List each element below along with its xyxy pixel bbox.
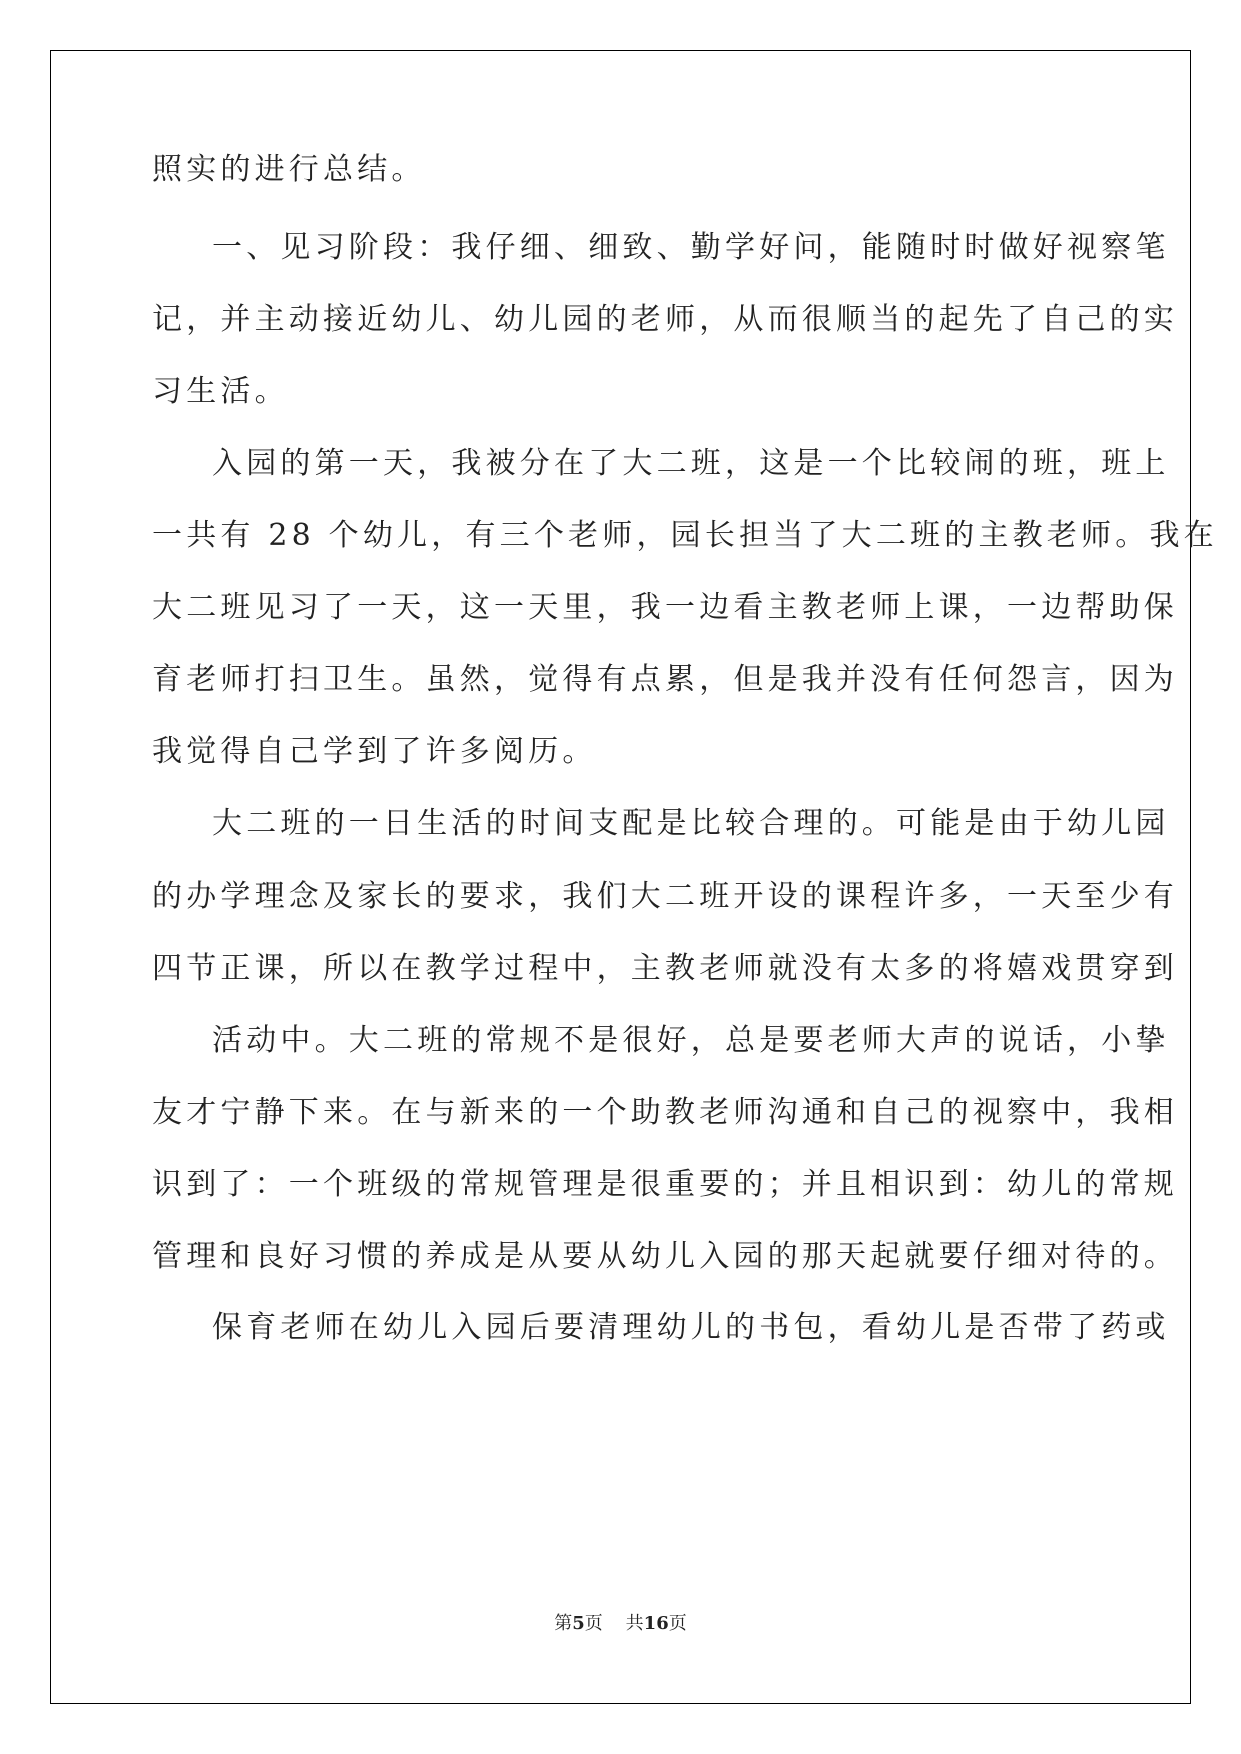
text-line-13: 活动中。大二班的常规不是很好，总是要老师大声的说话，小挚 [212, 1023, 1170, 1058]
page-footer [0, 1612, 1241, 1636]
text-line-6: 一共有 28 个幼儿，有三个老师，园长担当了大二班的主教老师。我在 [152, 518, 1218, 553]
text-line-12: 四节正课，所以在教学过程中，主教老师就没有太多的将嬉戏贯穿到 [152, 951, 1178, 986]
total-suffix: 页 [668, 1613, 687, 1634]
total-pages: 16 [643, 1613, 669, 1634]
page-suffix: 页 [584, 1613, 603, 1634]
text-line-16: 管理和良好习惯的养成是从要从幼儿入园的那天起就要仔细对待的。 [152, 1239, 1178, 1274]
text-line-3: 记，并主动接近幼儿、幼儿园的老师，从而很顺当的起先了自己的实 [152, 302, 1178, 337]
page-prefix: 第 [554, 1613, 573, 1634]
text-line-4: 习生活。 [152, 374, 289, 409]
text-line-15: 识到了：一个班级的常规管理是很重要的；并且相识到：幼儿的常规 [152, 1167, 1178, 1202]
text-line-14: 友才宁静下来。在与新来的一个助教老师沟通和自己的视察中，我相 [152, 1095, 1178, 1130]
text-line-2: 一、见习阶段：我仔细、细致、勤学好问，能随时时做好视察笔 [212, 230, 1170, 265]
page-number: 5 [572, 1613, 585, 1634]
text-line-1: 照实的进行总结。 [152, 152, 426, 187]
text-line-10: 大二班的一日生活的时间支配是比较合理的。可能是由于幼儿园 [212, 806, 1170, 841]
text-line-17: 保育老师在幼儿入园后要清理幼儿的书包，看幼儿是否带了药或 [212, 1310, 1170, 1345]
text-line-11: 的办学理念及家长的要求，我们大二班开设的课程许多，一天至少有 [152, 879, 1178, 914]
total-prefix: 共 [625, 1613, 644, 1634]
text-line-7: 大二班见习了一天，这一天里，我一边看主教老师上课，一边帮助保 [152, 590, 1178, 625]
text-line-9: 我觉得自己学到了许多阅历。 [152, 734, 597, 769]
text-line-5: 入园的第一天，我被分在了大二班，这是一个比较闹的班，班上 [212, 446, 1170, 481]
text-line-8: 育老师打扫卫生。虽然，觉得有点累，但是我并没有任何怨言，因为 [152, 662, 1178, 697]
